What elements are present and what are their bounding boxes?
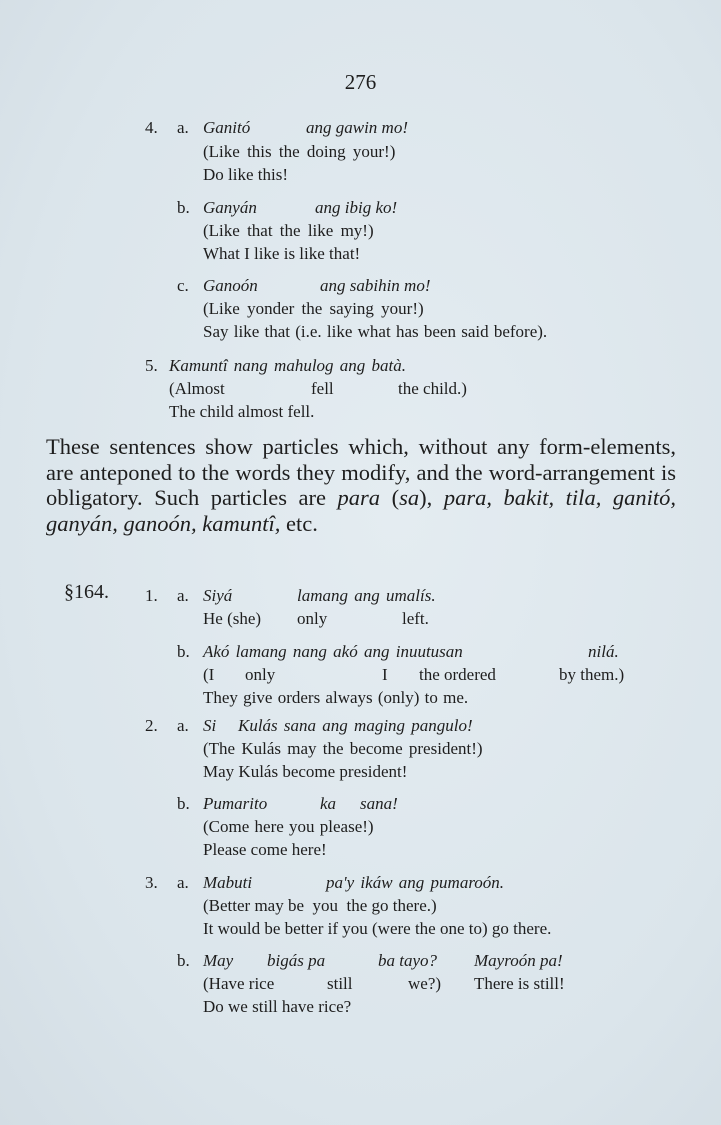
sub-label: b.	[177, 951, 190, 970]
sub-label: b.	[177, 198, 190, 217]
tagalog-phrase: pa'y ikáw ang pumaroón.	[326, 873, 505, 892]
paragraph-text: These sentences show particles which, without any form-elements, are anteponed to the words they modify, and the word-arrangement is obligatory. Such particles are	[46, 434, 676, 510]
translation: Please come here!	[203, 840, 327, 859]
example-number: 3.	[145, 873, 158, 892]
gloss: fell	[311, 379, 334, 398]
gloss: (Better may be you the go there.)	[203, 896, 437, 915]
translation: They give orders always (only) to me.	[203, 688, 469, 707]
particle: para	[337, 485, 381, 510]
particle-list: para, bakit, tila, ganitó, ganyán, ganoón, kamuntî,	[46, 485, 676, 536]
gloss: only	[245, 665, 276, 684]
translation: May Kulás become president!	[203, 762, 408, 781]
translation: What I like is like that!	[203, 244, 361, 263]
tagalog-phrase: ba tayo?	[378, 951, 438, 970]
gloss: the ordered	[419, 665, 496, 684]
tagalog-phrase: lamang ang umalís.	[297, 586, 436, 605]
section-number: §164.	[64, 581, 109, 603]
sub-label: c.	[177, 276, 189, 295]
tagalog-word: Ganoón	[203, 276, 258, 295]
tagalog-word: Pumarito	[203, 794, 268, 813]
particle: sa	[399, 485, 420, 510]
translation: Do we still have rice?	[203, 997, 352, 1016]
tagalog-phrase: Mayroón pa!	[474, 951, 563, 970]
sub-label: b.	[177, 642, 190, 661]
sub-label: b.	[177, 794, 190, 813]
gloss: (Come here you please!)	[203, 817, 374, 836]
gloss: (The Kulás may the become president!)	[203, 739, 483, 758]
tagalog-phrase: ang sabihin mo!	[320, 276, 431, 295]
explanation-paragraph	[46, 434, 676, 536]
sub-label: a.	[177, 873, 189, 892]
tagalog-word: Siyá	[203, 586, 233, 605]
tagalog-phrase: ang ibig ko!	[315, 198, 398, 217]
gloss: left.	[402, 609, 429, 628]
gloss: He (she)	[203, 609, 262, 628]
tagalog-sentence: Kamuntî nang mahulog ang batà.	[169, 356, 407, 375]
example-number: 5.	[145, 356, 158, 375]
sub-label: a.	[177, 118, 189, 137]
paragraph-text: (	[380, 485, 400, 510]
paragraph-text: etc.	[280, 510, 318, 536]
tagalog-phrase: bigás pa	[267, 951, 326, 970]
tagalog-phrase: Kulás sana ang maging pangulo!	[238, 716, 473, 735]
translation: Say like that (i.e. like what has been said before).	[203, 322, 548, 341]
tagalog-word: ka	[320, 794, 337, 813]
sub-label: a.	[177, 586, 189, 605]
tagalog-word: Mabuti	[203, 873, 253, 892]
example-number: 1.	[145, 586, 158, 605]
tagalog-word: nilá.	[588, 642, 619, 661]
gloss: (Almost	[169, 379, 225, 398]
gloss: we?)	[408, 974, 442, 993]
tagalog-word: Ganitó	[203, 118, 251, 137]
translation: It would be better if you (were the one to) go there.	[203, 919, 552, 938]
tagalog-word: Ganyán	[203, 198, 257, 217]
gloss: I	[382, 665, 388, 684]
gloss: There is still!	[474, 974, 565, 993]
page-number: 276	[344, 70, 377, 94]
tagalog-word: Si	[203, 716, 217, 735]
gloss: (I	[203, 665, 215, 684]
translation: Do like this!	[203, 165, 288, 184]
paragraph-text: ),	[419, 485, 444, 510]
gloss: only	[297, 609, 328, 628]
gloss: (Have rice	[203, 974, 275, 993]
example-number: 4.	[145, 118, 158, 137]
gloss: the child.)	[398, 379, 467, 398]
gloss: (Like yonder the saying your!)	[203, 299, 424, 318]
gloss: (Like that the like my!)	[203, 221, 374, 240]
tagalog-phrase: ang gawin mo!	[306, 118, 408, 137]
example-number: 2.	[145, 716, 158, 735]
gloss: by them.)	[559, 665, 625, 684]
sub-label: a.	[177, 716, 189, 735]
tagalog-word: sana!	[360, 794, 398, 813]
gloss: (Like this the doing your!)	[203, 142, 396, 161]
tagalog-word: May	[203, 951, 234, 970]
translation: The child almost fell.	[169, 402, 315, 421]
tagalog-sentence: Akó lamang nang akó ang inuutusan	[203, 642, 463, 661]
gloss: still	[327, 974, 353, 993]
